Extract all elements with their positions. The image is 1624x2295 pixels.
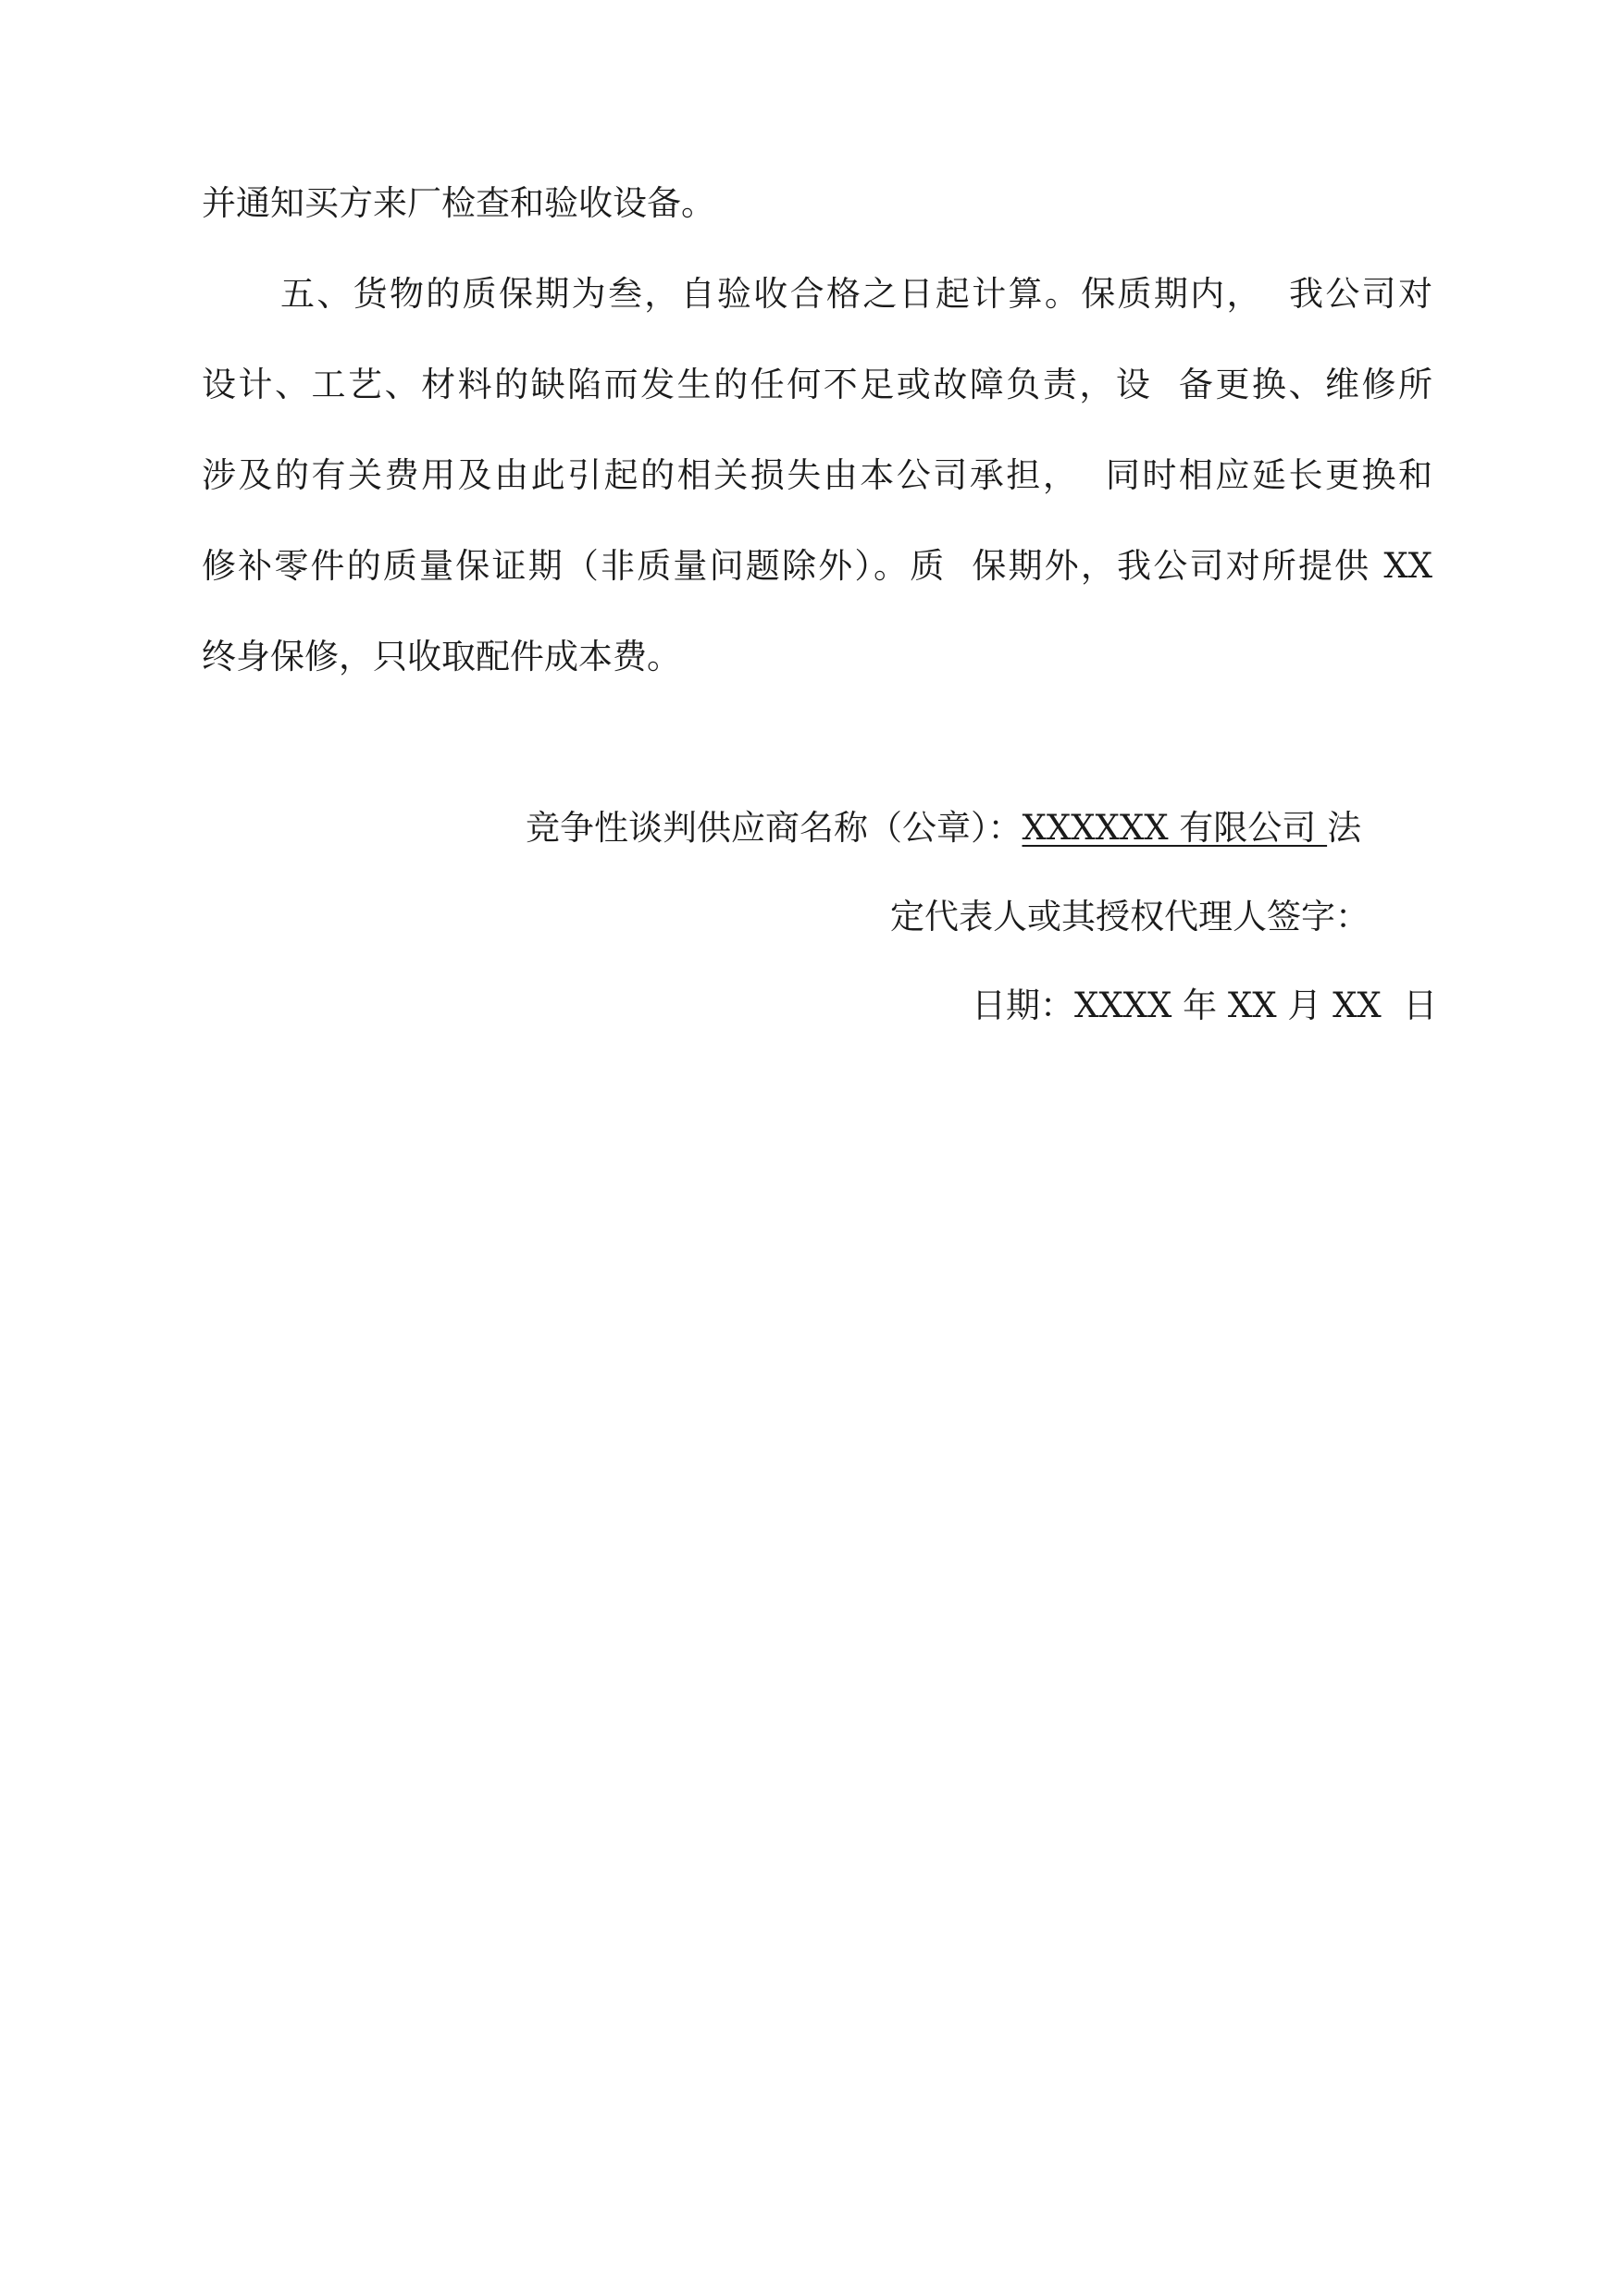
supplier-name: XXXXXX 有限公司 [1022,808,1328,848]
signature-date-line: 日期：XXXX 年 XX 月 XX 日 [972,986,1438,1025]
body-line-6: 终身保修，只收取配件成本费。 [202,637,681,676]
signature-supplier-line [526,806,1361,850]
body-line-2: 五、货物的质保期为叁，自验收合格之日起计算。保质期内， 我公司对 [280,274,1432,314]
supplier-label: 竞争性谈判供应商名称（公章）： [526,808,1023,848]
body-line-4: 涉及的有关费用及由此引起的相关损失由本公司承担， 同时相应延长更换和 [202,455,1432,495]
body-line-3: 设计、工艺、材料的缺陷而发生的任何不足或故障负责，设 备更换、维修所 [202,365,1432,404]
body-line-5: 修补零件的质量保证期（非质量问题除外）。质 保期外，我公司对所提供 XX [202,546,1432,586]
signature-representative-line: 定代表人或其授权代理人签字： [890,897,1370,937]
body-line-1: 并通知买方来厂检查和验收设备。 [202,183,715,223]
supplier-tail: 法 [1327,808,1362,848]
